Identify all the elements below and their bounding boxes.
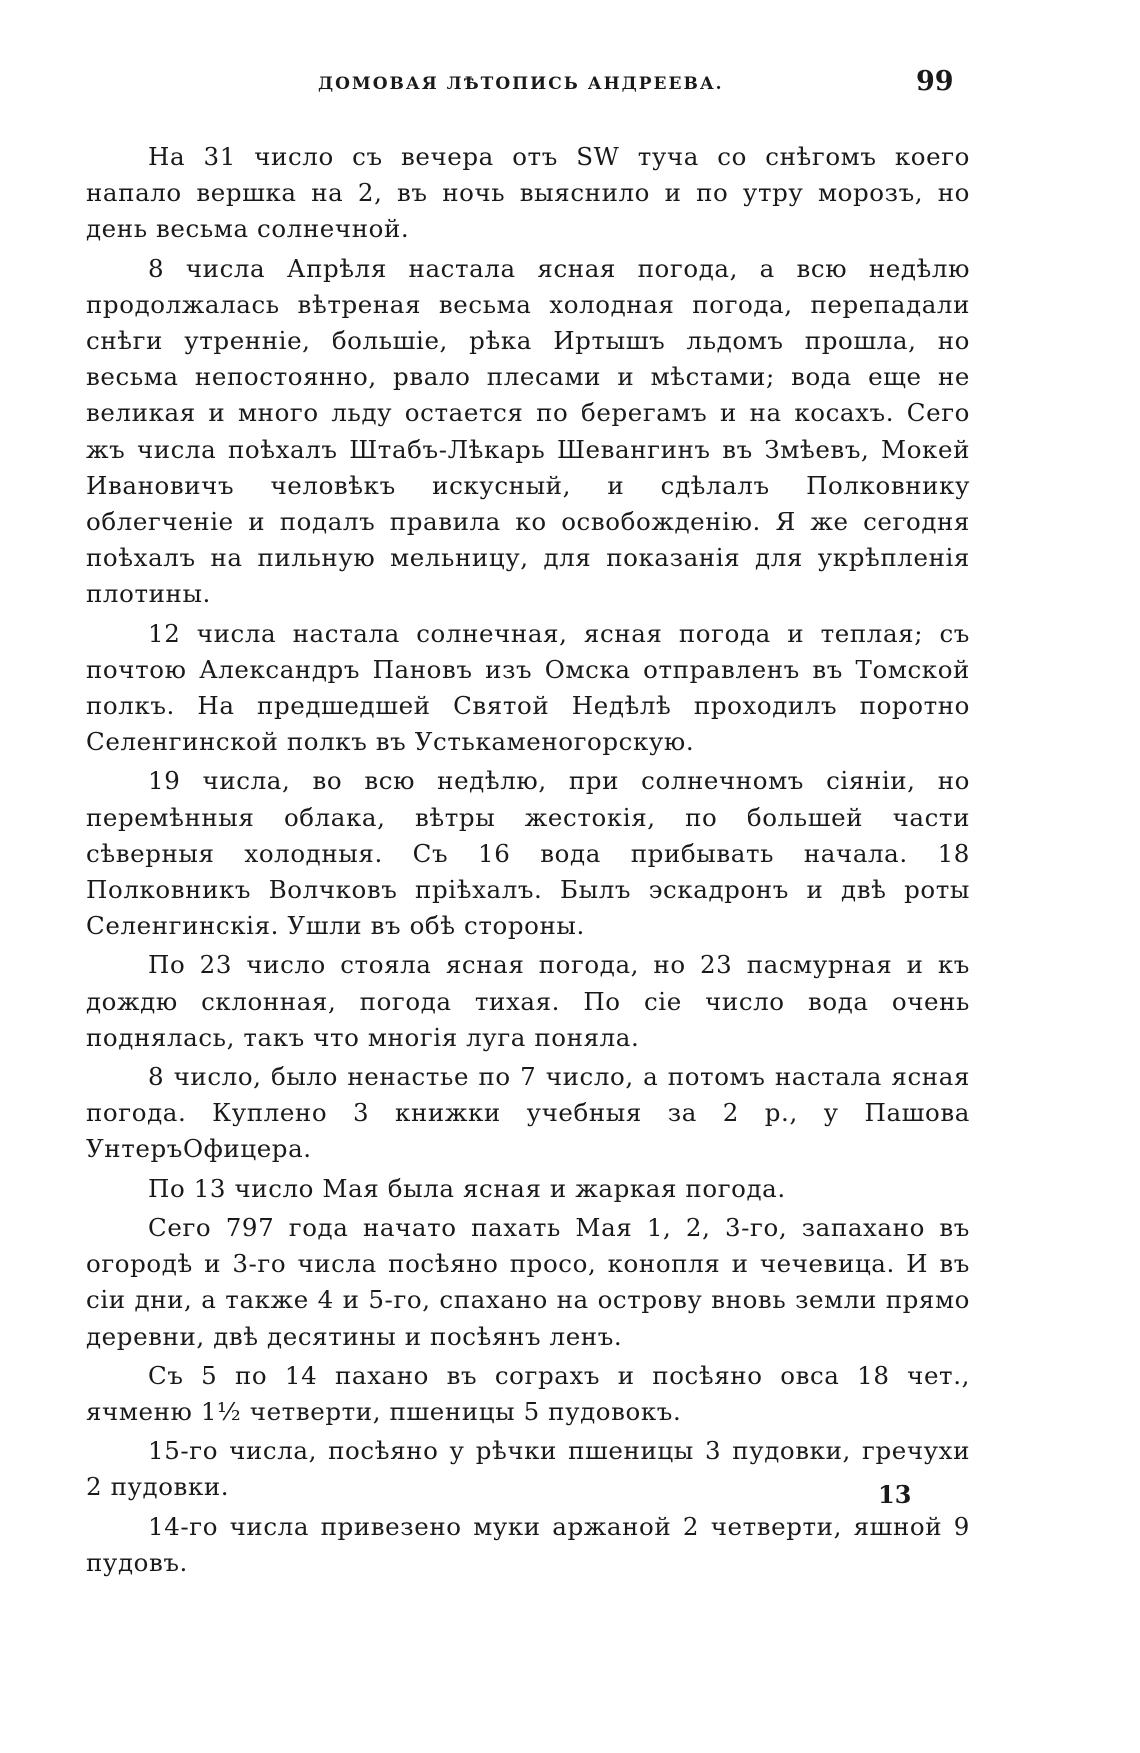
- signature-mark: 13: [878, 1480, 912, 1509]
- paragraph: 19 числа, во всю недѣлю, при солнечномъ сіяніи, но перемѣнныя облака, вѣтры жестокія, по большей части сѣверныя холодныя. Съ 16 вода прибывать начала. 18 Полковникъ Волчковъ пріѣхалъ. Былъ эскадронъ и двѣ роты Селенгинскія. Ушли въ обѣ стороны.: [86, 766, 970, 941]
- paragraph: 8 числа Апрѣля настала ясная погода, а всю недѣлю продолжалась вѣтреная весьма холодная погода, перепадали снѣги утренніе, большіе, рѣка Иртышъ льдомъ прошла, но весьма непостоянно, рвало плесами и мѣстами; вода еще не великая и много льду остается по берегамъ и на косахъ. Сего жъ числа поѣхалъ Штабъ-Лѣкарь Шевангинъ въ Змѣевъ, Мокей Ивановичъ человѣкъ искусный, и сдѣлалъ Полковнику облегченіе и подалъ правила ко освобожденію. Я же сегодня поѣхалъ на пильную мельницу, для показанія для укрѣпленія плотины.: [86, 253, 970, 609]
- page-number: 99: [916, 66, 954, 97]
- paragraph: По 13 число Мая была ясная и жаркая погода.: [148, 1173, 786, 1203]
- running-head: [0, 66, 1140, 96]
- paragraph: 12 числа настала солнечная, ясная погода и теплая; съ почтою Александръ Пановъ изъ Омска отправленъ въ Томской полкъ. На предшедшей Святой Недѣлѣ проходилъ поротно Селенгинской полкъ въ Устькаменогорскую.: [86, 618, 970, 757]
- paragraph: Сего 797 года начато пахать Мая 1, 2, 3-го, запахано въ огородѣ и 3-го числа посѣяно просо, конопля и чечевица. И въ сіи дни, а также 4 и 5-го, спахано на острову вновь земли прямо деревни, двѣ десятины и посѣянъ ленъ.: [86, 1212, 970, 1351]
- paragraph: На 31 число съ вечера отъ SW туча со снѣгомъ коего напало вершка на 2, въ ночь выяснило и по утру морозъ, но день весьма солнечной.: [86, 142, 970, 244]
- paragraph: 15-го числа, посѣяно у рѣчки пшеницы 3 пудовки, гречухи 2 пудовки.: [86, 1436, 970, 1502]
- paragraph: 14-го числа привезено муки аржаной 2 четверти, яшной 9 пудовъ.: [86, 1511, 970, 1577]
- paragraph: Съ 5 по 14 пахано въ сограхъ и посѣяно овса 18 чет., ячменю 1½ четверти, пшеницы 5 пудовокъ.: [86, 1360, 970, 1426]
- paragraph: 8 число, было ненастье по 7 число, а потомъ настала ясная погода. Куплено 3 книжки учебныя за 2 р., у Пашова УнтеръОфицера.: [86, 1062, 970, 1164]
- body-text: [86, 139, 970, 1584]
- paragraph: По 23 число стояла ясная погода, но 23 пасмурная и къ дождю склонная, погода тихая. По сіе число вода очень поднялась, такъ что многія луга поняла.: [86, 950, 970, 1052]
- running-title: ДОМОВАЯ ЛѢТОПИСЬ АНДРЕЕВА.: [318, 74, 724, 94]
